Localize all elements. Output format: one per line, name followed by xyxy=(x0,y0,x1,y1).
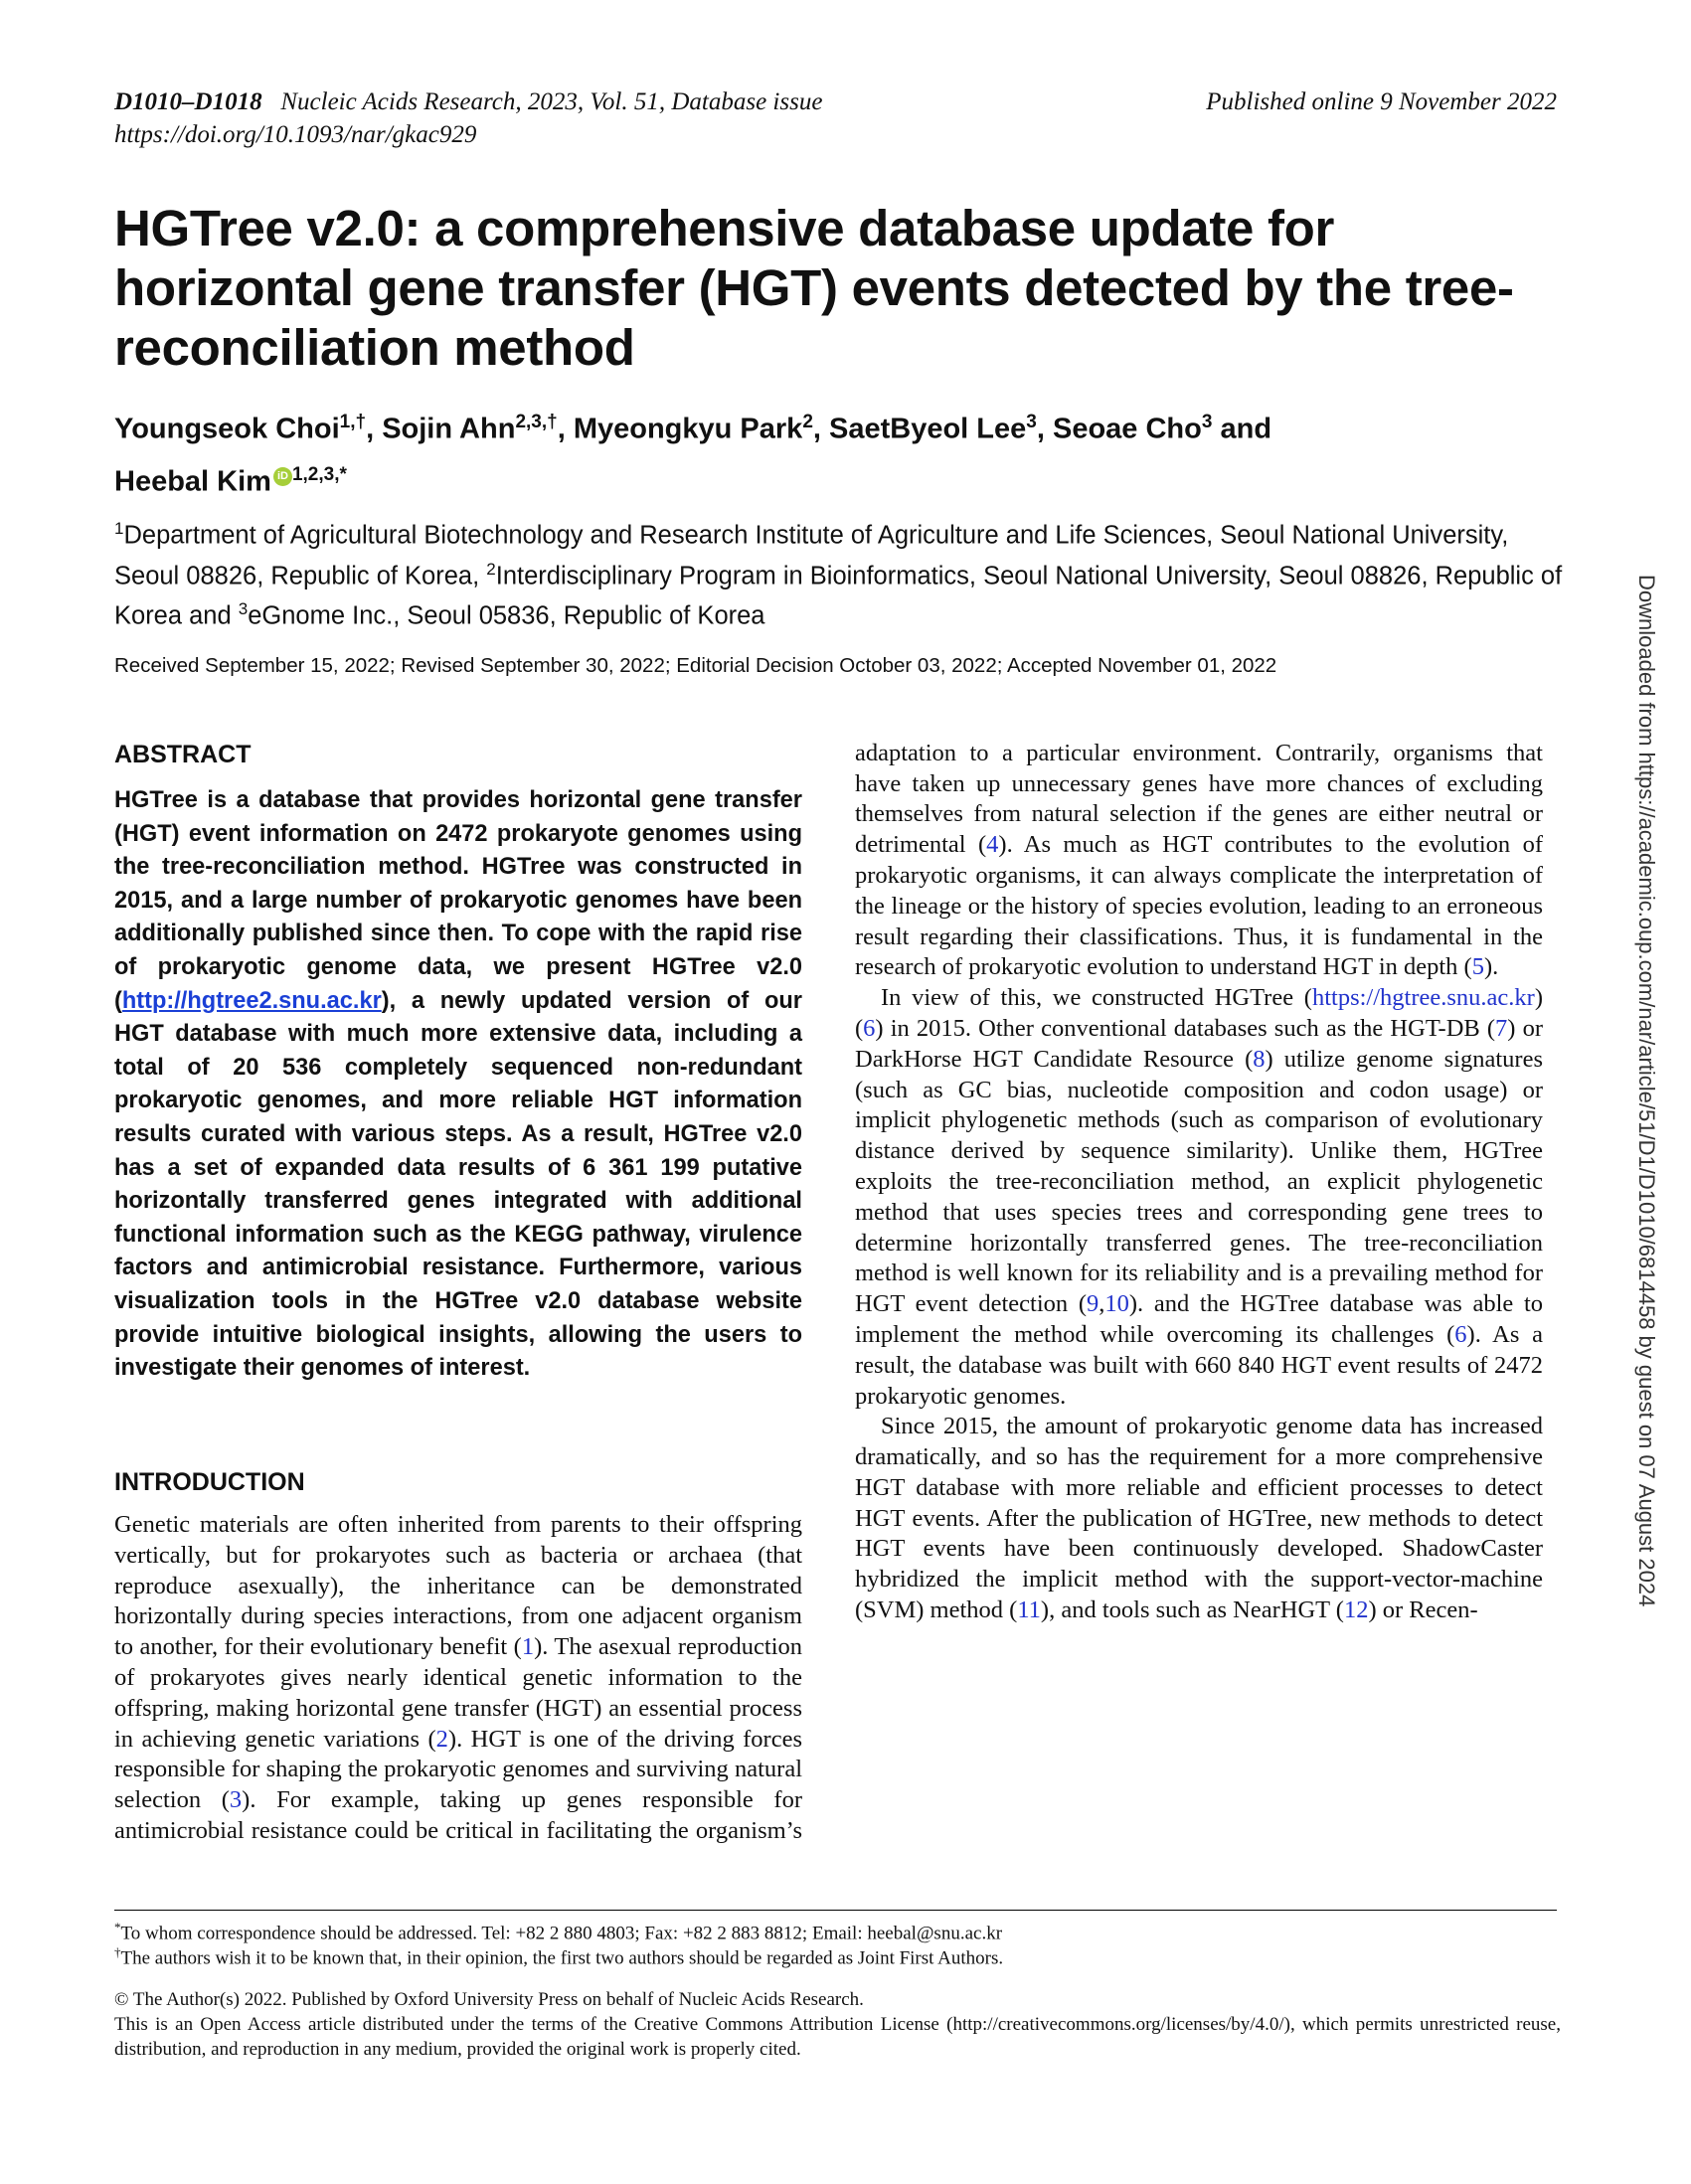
affiliation-text: Department of Agricultural Biotechnology and Research Institute of Agriculture and Life Sciences, Seoul National University, Seoul 08826, Republic of Korea, xyxy=(114,521,1509,589)
journal-header xyxy=(114,85,822,151)
author-name: Sojin Ahn xyxy=(382,413,516,445)
author-list: Youngseok Choi$^{1,\dagger}$, Sojin Ahn$^{2,3,\dagger}$, Myeongkyu Park$^2$, SaetByeol Lee$^3$, Seoae Cho$^3$ and Heebal Kim iD $^{1,2,3,*}$ xyxy=(114,412,1272,498)
citation-link[interactable]: 11 xyxy=(1017,1596,1041,1624)
intro-paragraph xyxy=(114,1510,802,1847)
intro-text: ). For example, taking up genes responsible for antimicrobial resistance could be critical in facilitating the organism’s xyxy=(114,1786,802,1844)
intro-text: , xyxy=(1099,1290,1105,1318)
introduction-heading: INTRODUCTION xyxy=(114,1468,305,1496)
author-affiliation-mark: 3 xyxy=(1026,412,1037,432)
published-date: Published online 9 November 2022 xyxy=(1206,88,1557,115)
footnote-joint xyxy=(114,1939,1566,1970)
author-name: Heebal Kim xyxy=(114,465,271,498)
author-name: Seoae Cho xyxy=(1052,413,1202,445)
affiliations xyxy=(114,512,1566,633)
page-range: D1010–D1018 xyxy=(114,88,262,115)
author-affiliation-mark: 2,3,† xyxy=(515,412,558,432)
abstract-heading: ABSTRACT xyxy=(114,741,252,768)
author-affiliation-mark: 1,† xyxy=(339,412,367,432)
citation-link[interactable]: 4 xyxy=(986,831,999,859)
footnote-joint-text: The authors wish it to be known that, in their opinion, the first two authors should be regarded as Joint First Authors. xyxy=(120,1947,1004,1969)
intro-column-right xyxy=(855,739,1543,1842)
intro-text: ). As much as HGT contributes to the evolution of prokaryotic organisms, it can always complicate the interpretation of the lineage or the history of species evolution, leading to an erroneous result regarding their classifications. Thus, it is fundamental in the research of prokaryotic evolution to understand HGT in depth ( xyxy=(855,831,1543,981)
author-name: Youngseok Choi xyxy=(114,413,340,445)
affiliation-text: eGnome Inc., Seoul 05836, Republic of Korea xyxy=(248,601,765,630)
citation-link[interactable]: 1 xyxy=(521,1633,535,1661)
license-text: This is an Open Access article distributed under the terms of the Creative Commons Attribution License (http://creativecommons.org/licenses/by/4.0/), which permits unrestricted reuse, distribution, and reproduction in any medium, provided the original work is properly cited. xyxy=(114,2014,1561,2060)
citation-link[interactable]: 8 xyxy=(1253,1045,1266,1073)
affiliation-number: 1 xyxy=(114,519,124,538)
affiliation-text: Interdisciplinary Program in Bioinformatics, Seoul National University, Seoul 08826, Republic of Korea and xyxy=(114,562,1563,630)
journal-info: Nucleic Acids Research, 2023, Vol. 51, Database issue xyxy=(280,88,823,115)
submission-dates: Received September 15, 2022; Revised September 30, 2022; Editorial Decision October 03, 2022; Accepted November 01, 2022 xyxy=(114,654,1277,677)
intro-text: Genetic materials are often inherited from parents to their offspring vertically, but for prokaryotes such as bacteria or archaea (that reproduce asexually), the inheritance can be demonstrated horizontally during species interactions, from one adjacent organism to another, for their evolutionary benefit ( xyxy=(114,1511,802,1661)
intro-text: ), and tools such as NearHGT ( xyxy=(1040,1596,1344,1624)
author-name: SaetByeol Lee xyxy=(829,413,1027,445)
intro-text: ). xyxy=(1483,953,1499,981)
intro-body xyxy=(114,1510,802,1847)
doi-link[interactable]: https://doi.org/10.1093/nar/gkac929 xyxy=(114,121,477,148)
intro-text: ) utilize genome signatures (such as GC bias, nucleotide composition and codon usage) or implicit phylogenetic methods (such as comparison of evolutionary distance derived by sequence similarity). Unlike them, HGTree exploits the tree-reconciliation method, an explicit phylogenetic method that uses species trees and corresponding gene trees to determine horizontally transferred genes. The tree-reconciliation method is well known for its reliability and is a prevailing method for HGT event detection ( xyxy=(855,1045,1543,1318)
abstract-text xyxy=(114,784,802,1386)
intro-text: ). As a result, the database was built with 660 840 HGT event results of 2472 prokaryotic genomes. xyxy=(855,1320,1543,1410)
footnote-mark: * xyxy=(114,1920,121,1934)
intro-text: ). The asexual reproduction of prokaryotes gives nearly identical genetic information to the offspring, making horizontal gene transfer (HGT) an essential process in achieving genetic variations ( xyxy=(114,1633,802,1753)
abstract-part-1: HGTree is a database that provides horizontal gene transfer (HGT) event information on 2472 prokaryote genomes using the tree-reconciliation method. HGTree was constructed in 2015, and a large number of prokaryotic genomes have been additionally published since then. To cope with the rapid rise of prokaryotic genome data, we present HGTree v2.0 ( xyxy=(114,787,802,1014)
affiliation-number: 3 xyxy=(238,599,249,618)
citation-link[interactable]: 6 xyxy=(863,1014,876,1042)
author-affiliation-mark: 1,2,3,* xyxy=(291,463,347,485)
abstract-link[interactable]: http://hgtree2.snu.ac.kr xyxy=(121,987,382,1014)
footnote-mark: † xyxy=(114,1944,121,1959)
intro-text: ) or Recen- xyxy=(1368,1596,1478,1624)
intro-paragraph xyxy=(855,1412,1543,1626)
citation-link[interactable]: 12 xyxy=(1343,1596,1369,1624)
intro-column-left xyxy=(114,1510,802,1847)
citation-link[interactable]: 2 xyxy=(435,1725,448,1753)
download-sidebar: Downloaded from https://academic.oup.com/nar/article/51/D1/D1010/6814458 by guest on 07 August 2024 xyxy=(1634,575,1659,1607)
intro-text: ) in 2015. Other conventional databases such as the HGT-DB ( xyxy=(875,1014,1496,1042)
footnote-rule xyxy=(114,1910,1557,1911)
copyright-line: © The Author(s) 2022. Published by Oxford University Press on behalf of Nucleic Acids Research. xyxy=(114,1989,864,2010)
citation-link[interactable]: 5 xyxy=(1471,953,1484,981)
intro-body-continued xyxy=(855,739,1543,1626)
intro-text: ) or DarkHorse HGT Candidate Resource ( xyxy=(855,1014,1543,1073)
intro-text: ). HGT is one of the driving forces responsible for shaping the prokaryotic genomes and surviving natural selection ( xyxy=(114,1725,802,1814)
footnote-corr-text: To whom correspondence should be addressed. Tel: +82 2 880 4803; Fax: +82 2 883 8812; Email: heebal@snu.ac.kr xyxy=(120,1923,1003,1944)
orcid-icon[interactable]: iD xyxy=(273,467,292,486)
intro-text: ) ( xyxy=(855,984,1543,1042)
citation-link[interactable]: 10 xyxy=(1104,1290,1129,1318)
intro-text: ). and the HGTree database was able to implement the method while overcoming its challenges ( xyxy=(855,1290,1543,1348)
citation-link[interactable]: 7 xyxy=(1495,1014,1508,1042)
intro-paragraph xyxy=(855,739,1543,983)
affiliation-number: 2 xyxy=(486,559,496,579)
citation-link[interactable]: 9 xyxy=(1087,1290,1099,1318)
intro-text: Since 2015, the amount of prokaryotic genome data has increased dramatically, and so has the requirement for a more comprehensive HGT database with more reliable and efficient processes to detect HGT events. After the publication of HGTree, new methods to detect HGT events have been continuously developed. ShadowCaster hybridized the implicit method with the support-vector-machine (SVM) method ( xyxy=(855,1413,1543,1624)
author-affiliation-mark: 2 xyxy=(802,412,813,432)
intro-text: In view of this, we constructed HGTree ( xyxy=(881,984,1312,1012)
author-affiliation-mark: 3 xyxy=(1201,412,1213,432)
article-title: HGTree v2.0: a comprehensive database update for horizontal gene transfer (HGT) events detected by the tree-reconciliation method xyxy=(114,200,1514,376)
abstract-part-2: ), a newly updated version of our HGT database with much more extensive data, including a total of 20 536 completely sequenced non-redundant prokaryotic genomes, and more reliable HGT information results curated with various steps. As a result, HGTree v2.0 has a set of expanded data results of 6 361 199 putative horizontally transferred genes integrated with additional functional information such as the KEGG pathway, virulence factors and antimicrobial resistance. Furthermore, various visualization tools in the HGTree v2.0 database website provide intuitive biological insights, allowing the users to investigate their genomes of interest. xyxy=(114,987,802,1382)
citation-link[interactable]: 6 xyxy=(1454,1320,1467,1348)
intro-text: adaptation to a particular environment. Contrarily, organisms that have taken up unnecessary genes have more chances of excluding themselves from natural selection if the genes are either neutral or detrimental ( xyxy=(855,739,1543,859)
citation-link[interactable]: https://hgtree.snu.ac.kr xyxy=(1311,984,1535,1012)
author-name: Myeongkyu Park xyxy=(573,413,803,445)
citation-link[interactable]: 3 xyxy=(229,1786,243,1814)
intro-paragraph xyxy=(855,983,1543,1412)
